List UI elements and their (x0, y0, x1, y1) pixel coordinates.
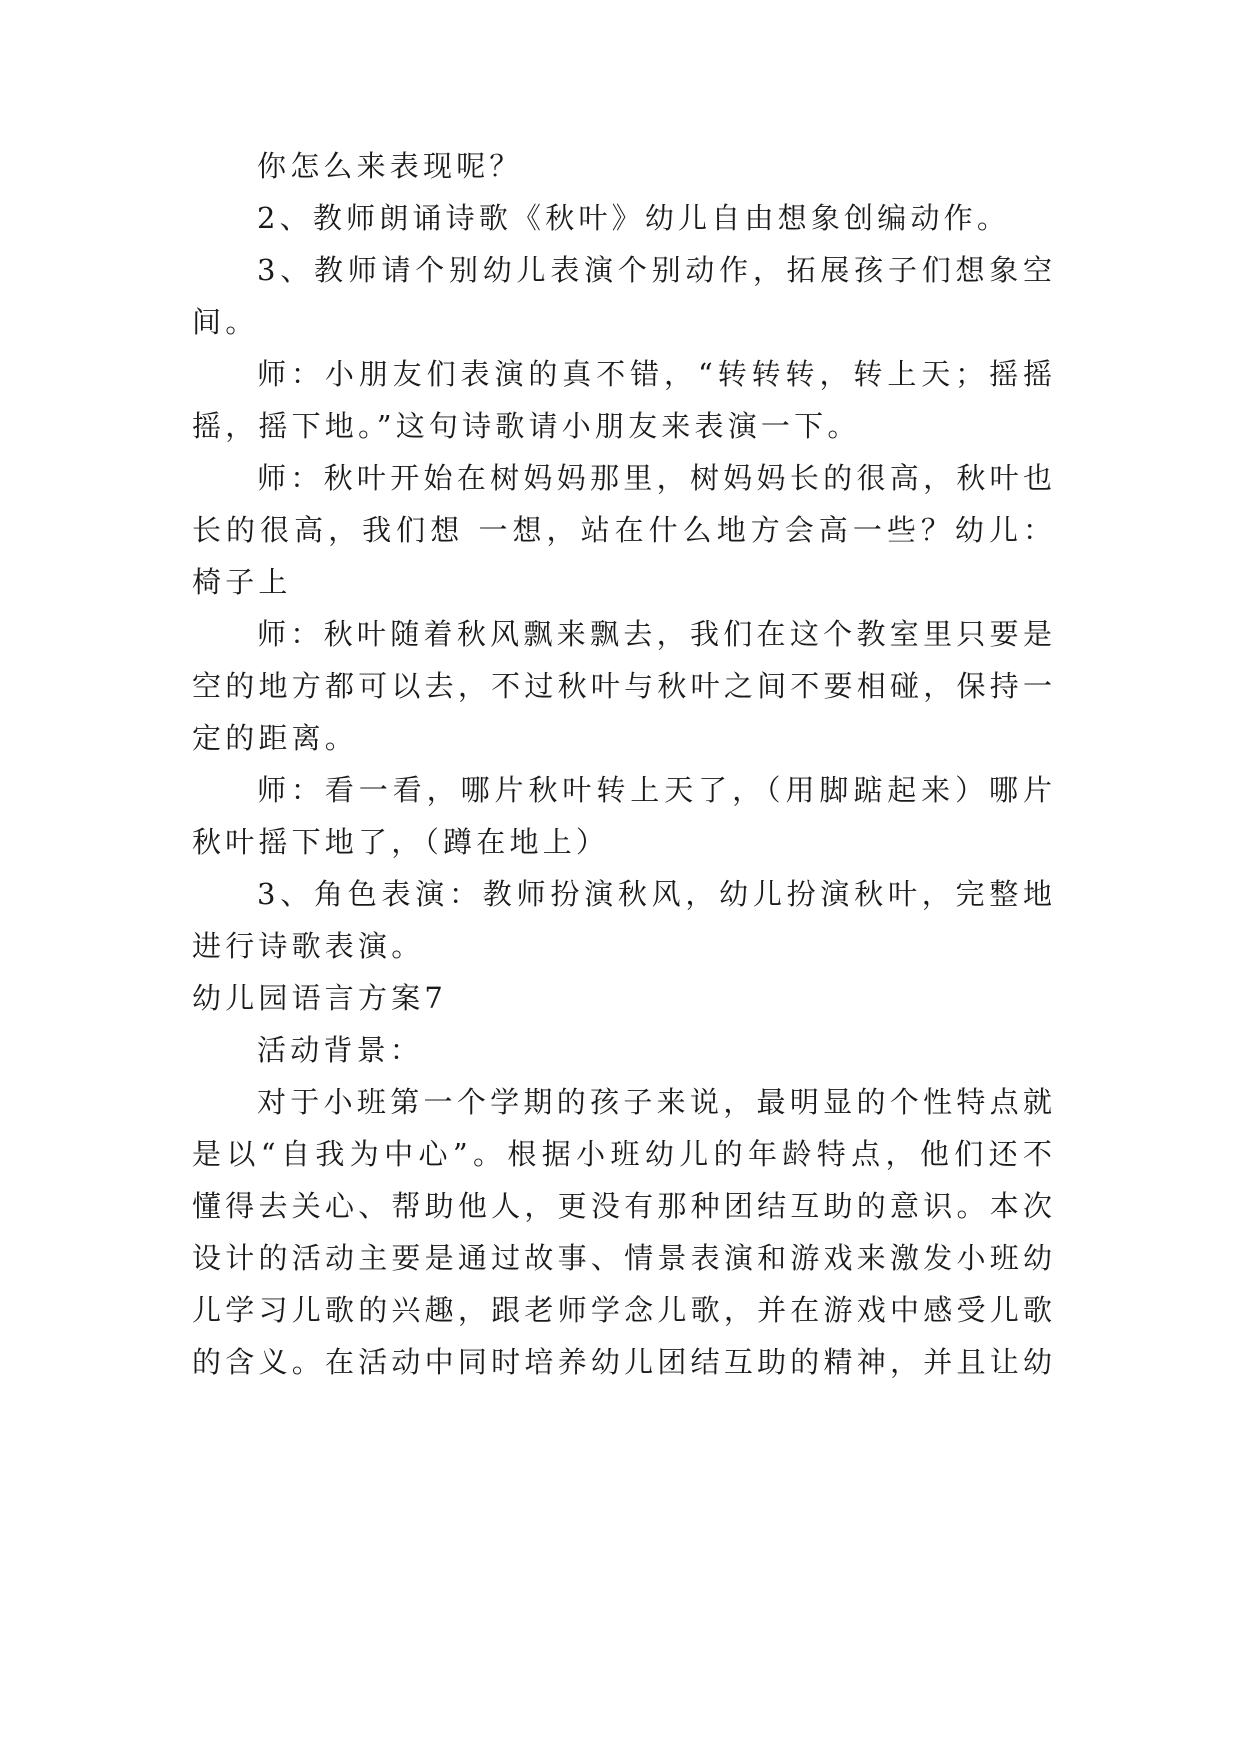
text-line: 长的很高，我们想 一想，站在什么地方会高一些？幼儿： (192, 513, 1052, 547)
subheading: 活动背景： (257, 1033, 424, 1067)
text-line: 师：秋叶开始在树妈妈那里，树妈妈长的很高，秋叶也 (257, 461, 1052, 495)
text-line: 懂得去关心、帮助他人，更没有那种团结互助的意识。本次 (192, 1189, 1052, 1223)
text-line: 的含义。在活动中同时培养幼儿团结互助的精神，并且让幼 (192, 1345, 1052, 1379)
text-line: 定的距离。 (192, 721, 359, 755)
text-line: 师：秋叶随着秋风飘来飘去，我们在这个教室里只要是 (257, 617, 1052, 651)
text-line: 师：小朋友们表演的真不错，“转转转，转上天；摇摇 (257, 357, 1052, 391)
text-line: 是以“自我为中心”。根据小班幼儿的年龄特点，他们还不 (192, 1137, 1052, 1171)
text-line: 儿学习儿歌的兴趣，跟老师学念儿歌，并在游戏中感受儿歌 (192, 1293, 1052, 1327)
text-line: 椅子上 (192, 565, 292, 599)
text-line: 3、角色表演：教师扮演秋风，幼儿扮演秋叶，完整地 (257, 877, 1052, 911)
text-line: 对于小班第一个学期的孩子来说，最明显的个性特点就 (257, 1085, 1052, 1119)
text-line: 空的地方都可以去，不过秋叶与秋叶之间不要相碰，保持一 (192, 669, 1052, 703)
section-heading: 幼儿园语言方案7 (192, 981, 448, 1015)
text-line: 你怎么来表现呢？ (257, 149, 523, 183)
text-line: 秋叶摇下地了，（蹲在地上） (192, 825, 610, 859)
text-line: 3、教师请个别幼儿表演个别动作，拓展孩子们想象空 (257, 253, 1052, 287)
text-line: 间。 (192, 305, 259, 339)
text-line: 设计的活动主要是通过故事、情景表演和游戏来激发小班幼 (192, 1241, 1052, 1275)
text-line: 2、教师朗诵诗歌《秋叶》幼儿自由想象创编动作。 (257, 201, 1011, 235)
text-line: 师：看一看，哪片秋叶转上天了，（用脚踮起来）哪片 (257, 773, 1052, 807)
text-line: 摇，摇下地。”这句诗歌请小朋友来表演一下。 (192, 409, 861, 443)
text-line: 进行诗歌表演。 (192, 929, 425, 963)
